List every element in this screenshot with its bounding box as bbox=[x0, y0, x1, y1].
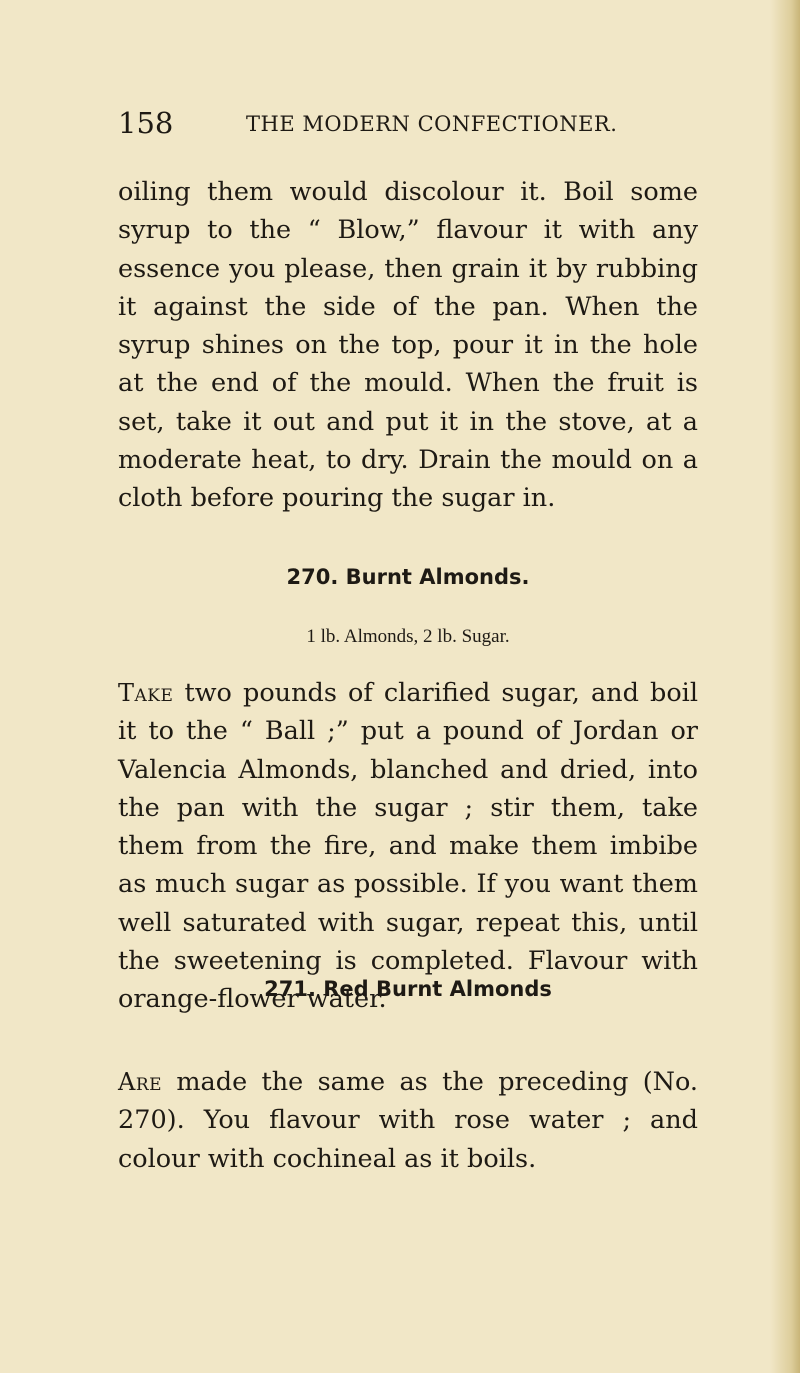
recipe-271-heading: 271. Red Burnt Almonds bbox=[264, 977, 552, 1001]
running-title: THE MODERN CONFECTIONER. bbox=[246, 112, 618, 136]
recipe-270-lead-word: Take bbox=[118, 679, 174, 707]
page-edge-shadow bbox=[770, 0, 800, 1373]
recipe-270-paragraph bbox=[118, 674, 698, 1019]
recipe-271-lead-word: Are bbox=[118, 1068, 163, 1096]
page-number: 158 bbox=[118, 106, 174, 140]
recipe-271-body: made the same as the preceding (No. 270). You flavour with rose water ; and colour with cochineal as it boils. bbox=[118, 1067, 698, 1174]
recipe-270-ingredients: 1 lb. Almonds, 2 lb. Sugar. bbox=[306, 626, 510, 647]
recipe-270-heading: 270. Burnt Almonds. bbox=[286, 565, 530, 589]
recipe-271-paragraph bbox=[118, 1063, 698, 1178]
page-header bbox=[118, 103, 698, 143]
continued-paragraph: oiling them would discolour it. Boil some syrup to the “ Blow,” flavour it with any essence you please, then grain it by rubbing it against the side of the pan. When the syrup shines on the top, pour it in the hole at the end of the mould. When the fruit is set, take it out and put it in the stove, at a moderate heat, to dry. Drain the mould on a cloth before pouring the sugar in. bbox=[118, 177, 698, 514]
recipe-270-body: two pounds of clarified sugar, and boil it to the “ Ball ;” put a pound of Jordan or Valencia Almonds, blanched and dried, into the pan with the sugar ; stir them, take them from the fire, and make them imbibe as much sugar as possible. If you want them well saturated with sugar, repeat this, until the sweetening is completed. Flavour with orange-flower water. bbox=[118, 678, 698, 1015]
